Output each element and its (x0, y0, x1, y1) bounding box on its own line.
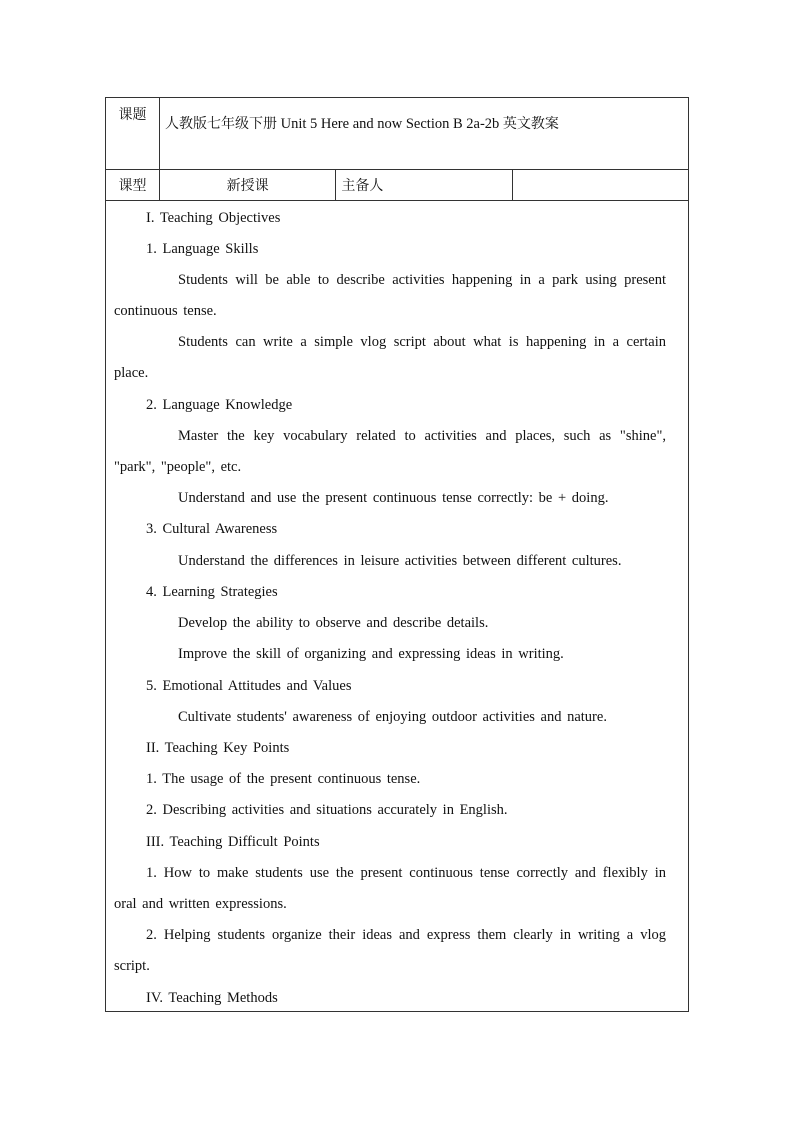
preparer-label: 主备人 (336, 170, 512, 201)
subheading-language-knowledge: 2. Language Knowledge (146, 397, 293, 413)
paragraph-text: Improve the skill of organizing and expressing ideas in writing. (178, 646, 564, 662)
title-row (106, 98, 689, 170)
paragraph-text: "park", "people", etc. (114, 459, 242, 475)
subheading-language-skills: 1. Language Skills (146, 241, 259, 257)
content-cell (106, 201, 689, 1012)
paragraph-text: Develop the ability to observe and describe details. (178, 615, 489, 631)
section-heading-teaching-methods: IV. Teaching Methods (146, 990, 278, 1006)
lesson-title-cn-prefix: 人教版七年级下册 (165, 116, 277, 132)
preparer-value (512, 170, 688, 201)
title-label: 课题 (106, 98, 160, 170)
subheading-learning-strategies: 4. Learning Strategies (146, 584, 278, 600)
paragraph-text: Students can write a simple vlog script about what is happening in a certain (178, 334, 666, 350)
paragraph-text: Cultivate students' awareness of enjoying outdoor activities and nature. (178, 709, 607, 725)
paragraph-text: oral and written expressions. (114, 896, 287, 912)
type-row (106, 170, 689, 201)
paragraph-text: 1. The usage of the present continuous tense. (146, 771, 421, 787)
content-row (106, 201, 689, 1012)
lesson-content (106, 201, 690, 1011)
subheading-cultural-awareness: 3. Cultural Awareness (146, 521, 278, 537)
section-heading-objectives: I. Teaching Objectives (146, 210, 281, 226)
paragraph-text: Understand the differences in leisure activities between different cultures. (178, 553, 622, 569)
lesson-title (160, 98, 689, 170)
lesson-title-en: Unit 5 Here and now Section B 2a-2b (277, 116, 503, 132)
paragraph-text: 1. How to make students use the present continuous tense correctly and flexibly in (146, 865, 666, 881)
paragraph-text: script. (114, 958, 150, 974)
paragraph-text: continuous tense. (114, 303, 217, 319)
section-heading-key-points: II. Teaching Key Points (146, 740, 290, 756)
paragraph-text: place. (114, 365, 149, 381)
paragraph-text: Students will be able to describe activities happening in a park using present (178, 272, 666, 288)
paragraph-text: 2. Describing activities and situations accurately in English. (146, 802, 508, 818)
subheading-emotional-attitudes: 5. Emotional Attitudes and Values (146, 678, 352, 694)
paragraph-text: Understand and use the present continuous tense correctly: be + doing. (178, 490, 609, 506)
lesson-title-cn-suffix: 英文教案 (502, 116, 559, 132)
paragraph-text: Master the key vocabulary related to activities and places, such as "shine", (178, 428, 666, 444)
type-label: 课型 (106, 170, 160, 201)
paragraph-text: 2. Helping students organize their ideas and express them clearly in writing a vlog (146, 927, 666, 943)
section-heading-difficult-points: III. Teaching Difficult Points (146, 834, 320, 850)
type-value: 新授课 (160, 170, 336, 201)
lesson-plan-table (105, 97, 689, 1012)
